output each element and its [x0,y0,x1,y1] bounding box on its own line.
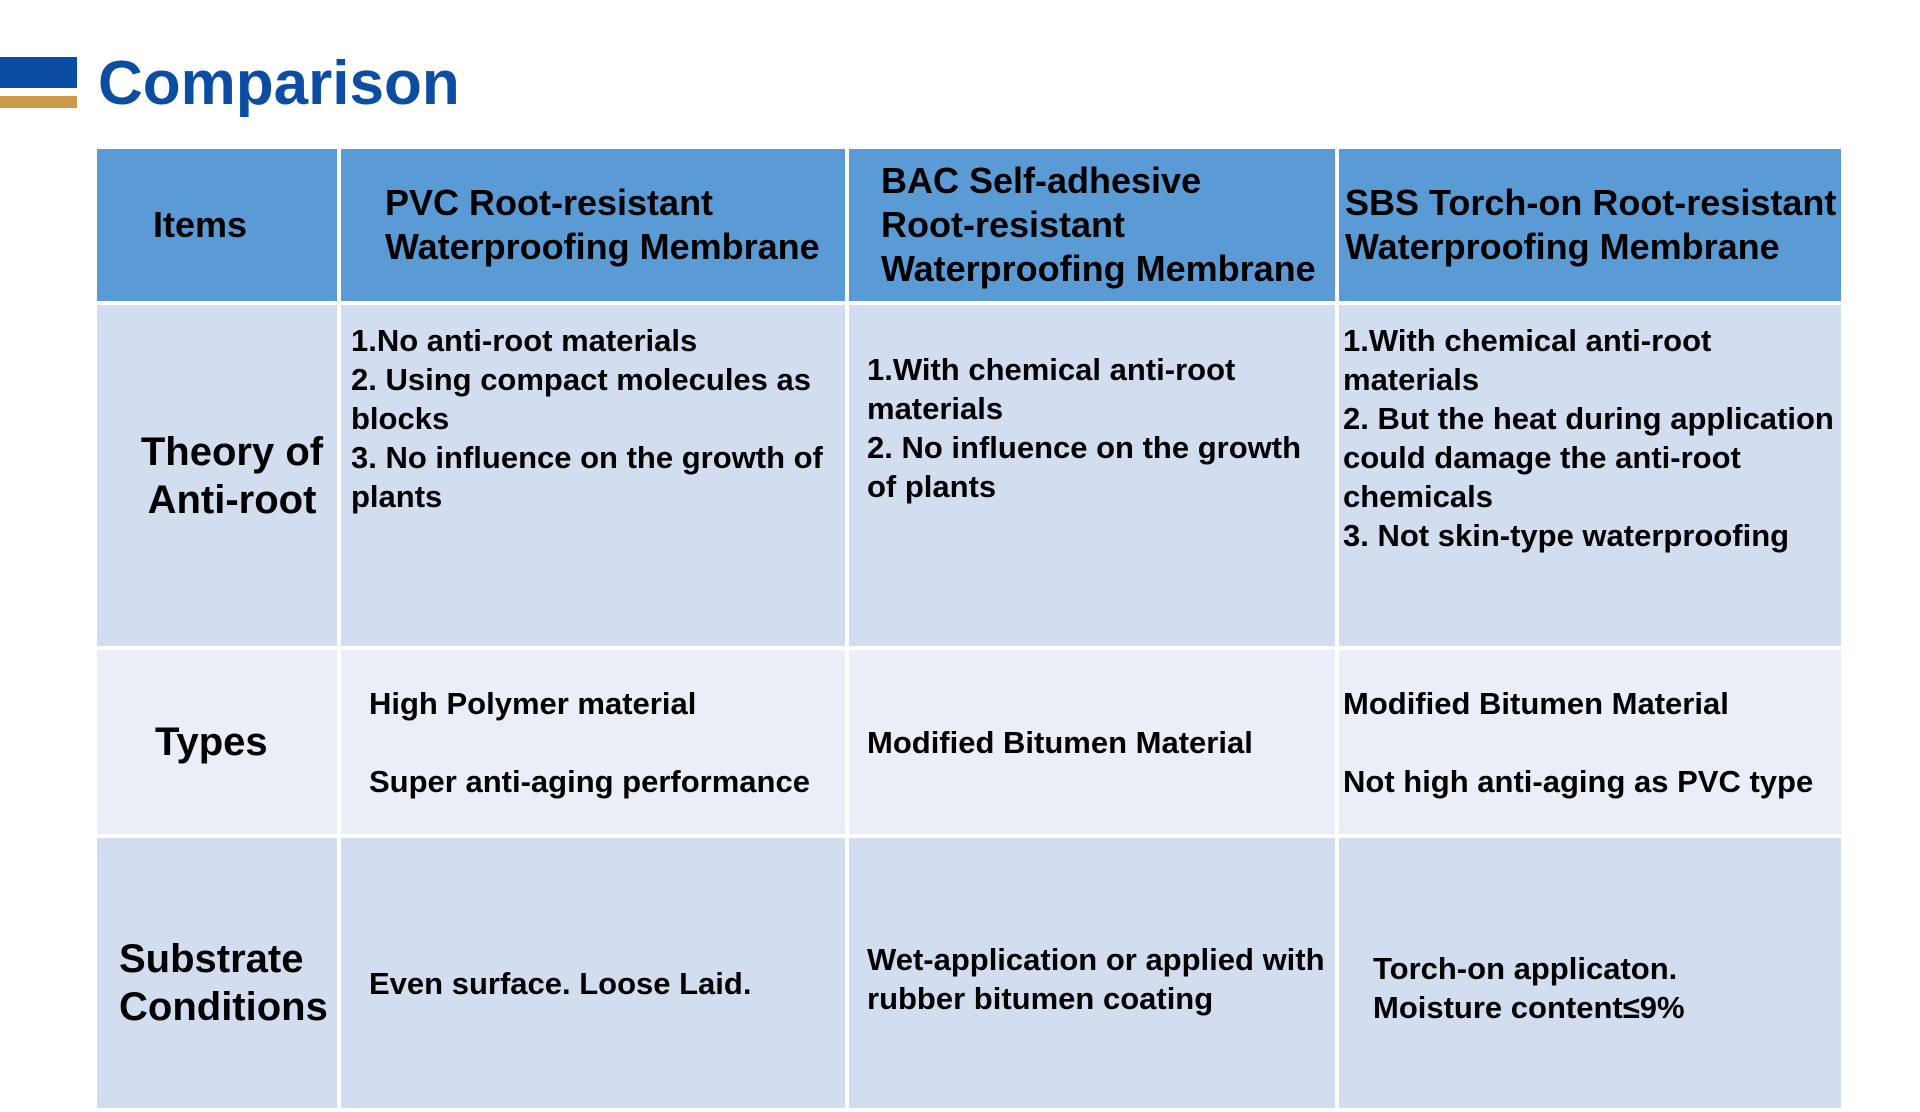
header-items-label: Items [153,204,248,245]
cell-substrate-bac [847,836,1337,1110]
header-bac-label: BAC Self-adhesive Root-resistant Waterproofing Membrane [881,160,1316,289]
row-label-substrate-text: Substrate Conditions [119,937,328,1029]
row-label-types [95,648,339,836]
cell-line: Modified Bitumen Material [1343,685,1729,721]
cell-line: 1.With chemical anti-root materials [1343,323,1712,397]
logo-bar-blue [0,57,77,88]
table-row-substrate [95,836,1843,1110]
cell-line: Moisture content≤9% [1373,990,1685,1025]
table-row-types [95,648,1843,836]
header-sbs [1337,147,1843,303]
cell-types-sbs [1337,648,1843,836]
logo-bar-gold [0,96,77,108]
cell-line: Even surface. Loose Laid. [369,965,752,1001]
header-sbs-label: SBS Torch-on Root-resistant Waterproofing Membrane [1345,182,1837,267]
cell-line: 2. But the heat during application could damage the anti-root chemicals [1343,401,1834,514]
cell-line: 3. Not skin-type waterproofing [1343,518,1790,553]
cell-line: High Polymer material [369,685,697,721]
cell-substrate-pvc [339,836,847,1110]
header-pvc [339,147,847,303]
header-row [95,147,1843,303]
row-label-theory [95,303,339,648]
comparison-table [93,145,1845,1112]
table-row-theory [95,303,1843,648]
cell-line: 2. No influence on the growth of plants [867,430,1301,504]
cell-theory-sbs [1337,303,1843,648]
cell-line: Modified Bitumen Material [867,724,1253,760]
page-title: Comparison [98,49,460,118]
cell-line: 3. No influence on the growth of plants [351,440,823,514]
row-label-theory-text: Theory of Anti-root [140,429,324,522]
cell-line: 2. Using compact molecules as blocks [351,362,812,436]
header-items [95,147,339,303]
header-bac [847,147,1337,303]
cell-line: 1.No anti-root materials [351,323,698,358]
cell-substrate-sbs [1337,836,1843,1110]
cell-line: Wet-application or applied with rubber bitumen coating [867,942,1325,1016]
header-pvc-label: PVC Root-resistant Waterproofing Membrane [385,182,820,267]
cell-theory-pvc [339,303,847,648]
cell-line: Torch-on applicaton. [1373,951,1678,986]
cell-types-bac [847,648,1337,836]
cell-line: 1.With chemical anti-root materials [867,352,1236,426]
cell-types-pvc [339,648,847,836]
cell-line: Not high anti-aging as PVC type [1343,763,1814,799]
row-label-types-text: Types [155,720,268,764]
cell-theory-bac [847,303,1337,648]
row-label-substrate [95,836,339,1110]
cell-line: Super anti-aging performance [369,763,810,799]
